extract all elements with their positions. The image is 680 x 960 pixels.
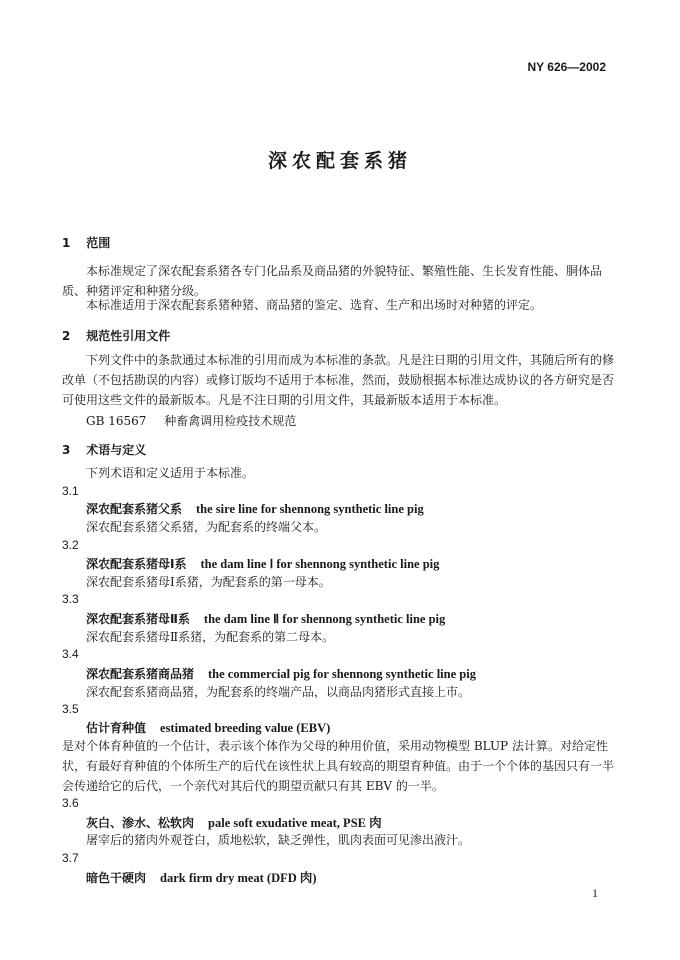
term-en: the commercial pig for shennong synthetic line pig [208,667,476,681]
term-heading [86,500,424,517]
term-number: 3.6 [62,796,79,810]
term-zh: 深农配套系猪父系 [86,502,183,516]
section-number: 3 [62,443,71,457]
page-number: 1 [592,886,598,900]
term-zh: 灰白、渗水、松软肉 [86,816,195,830]
section-1-heading [62,234,110,251]
term-definition: 深农配套系猪母Ⅱ系猪，为配套系的第二母本。 [86,630,335,644]
term-en: the dam line Ⅰ for shennong synthetic line pig [200,557,440,571]
term-heading [86,813,382,831]
term-definition: 深农配套系猪母Ⅰ系猪，为配套系的第一母本。 [86,575,331,589]
term-zh: 深农配套系猪母Ⅰ系 [86,557,187,571]
section-1-paragraph-2: 本标准适用于深农配套系猪种猪、商品猪的鉴定、选育、生产和出场时对种猪的评定。 [86,298,543,312]
term-zh: 估计育种值 [86,721,147,735]
term-zh: 暗色干硬肉 [86,871,147,885]
term-zh: 深农配套系猪母Ⅱ系 [86,612,190,626]
term-number: 3.7 [62,851,79,865]
term-definition: 深农配套系猪父系猪，为配套系的终端父本。 [86,520,327,534]
section-2-heading [62,327,170,344]
section-1-paragraph-1: 本标准规定了深农配套系猪各专门化品系及商品猪的外貌特征、繁殖性能、生长发育性能、胴体品质、种猪评定和种猪分级。 [62,264,603,298]
standard-code: NY 626—2002 [527,60,606,74]
section-3-heading [62,441,146,458]
term-en: estimated breeding value (EBV) [160,721,331,735]
section-3-intro: 下列术语和定义适用于本标准。 [86,466,255,480]
term-definition: 深农配套系猪商品猪，为配套系的终端产品，以商品肉猪形式直接上市。 [86,685,471,699]
term-heading [86,868,317,886]
term-number: 3.4 [62,647,79,661]
term-en: dark firm dry meat (DFD 肉) [160,871,317,885]
reference-code: GB 16567 [86,414,147,428]
term-heading [86,665,476,682]
term-number: 3.1 [62,484,79,498]
section-title: 范围 [86,236,111,250]
document-title: 深农配套系猪 [267,150,412,172]
section-number: 2 [62,329,71,343]
term-en: the dam line Ⅱ for shennong synthetic line pig [203,612,446,626]
term-en: pale soft exudative meat, PSE 肉 [208,816,382,830]
term-number: 3.2 [62,538,79,552]
term-definition: 屠宰后的猪肉外观苍白，质地松软，缺乏弹性，肌肉表面可见渗出液汁。 [86,833,471,847]
reference-title: 种畜禽调用检疫技术规范 [164,414,297,428]
term-heading [86,610,445,627]
term-zh: 深农配套系猪商品猪 [86,667,195,681]
term-number: 3.5 [62,702,79,716]
normative-reference [86,412,296,429]
term-number: 3.3 [62,592,79,606]
term-en: the sire line for shennong synthetic line pig [196,502,424,516]
section-number: 1 [62,236,71,250]
term-heading [86,719,330,736]
section-title: 规范性引用文件 [86,329,171,343]
section-2-paragraph: 下列文件中的条款通过本标准的引用而成为本标准的条款。凡是注日期的引用文件，其随后所有的修改单（不包括勘误的内容）或修订版均不适用于本标准，然而，鼓励根据本标准达成协议的各方研究是否可使用这些文件的最新版本。凡是不注日期的引用文件，其最新版本适用于本标准。 [62,353,615,407]
term-definition: 是对个体育种值的一个估计，表示该个体作为父母的种用价值，采用动物模型 BLUP 法计算。对给定性状，有最好育种值的个体所生产的后代在该性状上具有较高的期望育种值。由于一个个体的基因只有一半会传递给它的后代，一个亲代对其后代的期望贡献只有其 EBV 的一半。 [62,739,615,793]
section-title: 术语与定义 [86,443,147,457]
term-heading [86,555,439,572]
